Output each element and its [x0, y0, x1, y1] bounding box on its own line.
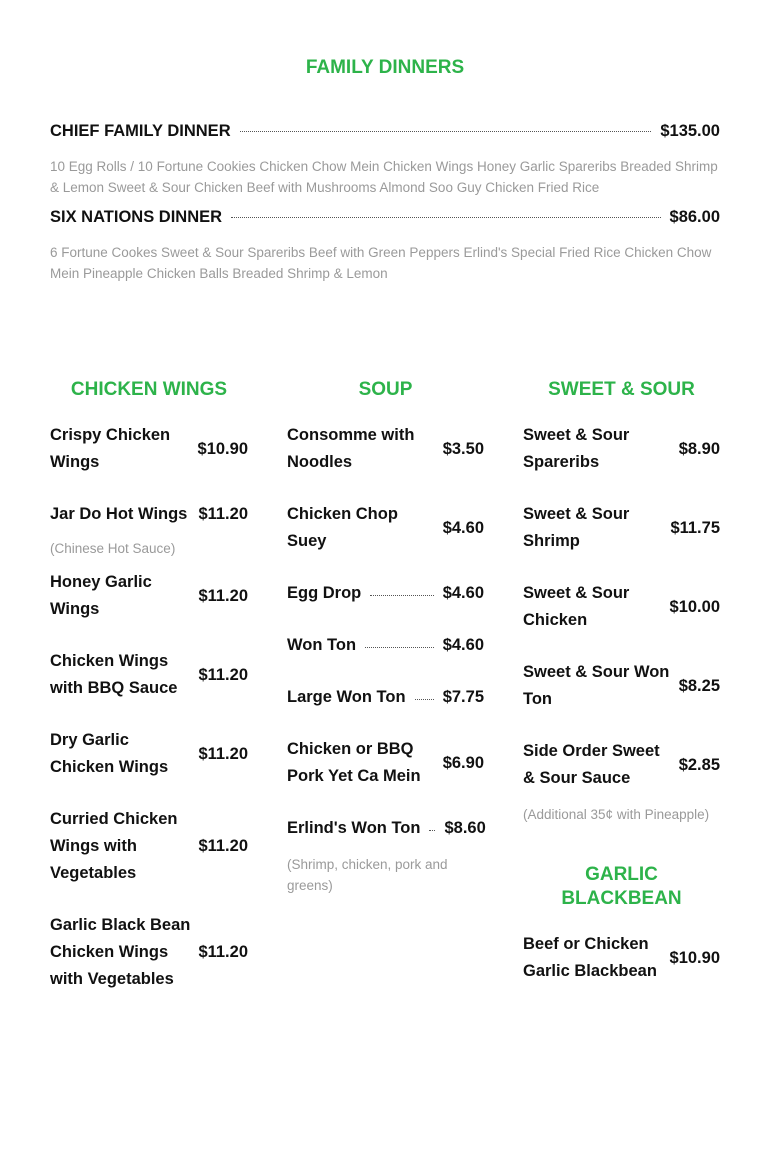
item-name: Sweet & Sour Spareribs — [523, 426, 630, 471]
family-dinners-title: FAMILY DINNERS — [305, 57, 465, 78]
dot-leader — [240, 131, 652, 132]
chicken-wings-section — [50, 378, 248, 993]
menu-item — [523, 580, 720, 634]
item-price: $4.60 — [442, 636, 484, 654]
item-price: $86.00 — [669, 208, 720, 226]
family-dinner-row — [50, 208, 720, 227]
item-price: $135.00 — [660, 122, 720, 140]
item-price: $4.60 — [442, 518, 484, 537]
menu-item — [50, 806, 248, 887]
dot-leader — [370, 595, 433, 596]
menu-item — [50, 422, 248, 476]
item-name: Egg Drop — [287, 584, 362, 602]
item-price: $11.20 — [198, 665, 248, 684]
item-name: Dry Garlic Chicken Wings — [50, 731, 169, 776]
item-name: Garlic Black Bean Chicken Wings with Vegetables — [50, 916, 191, 988]
item-note: (Chinese Hot Sauce) — [50, 541, 176, 556]
dot-leader — [231, 217, 660, 218]
dot-leader — [429, 830, 435, 831]
item-name: Curried Chicken Wings with Vegetables — [50, 810, 178, 882]
menu-item — [287, 632, 484, 659]
menu-item — [287, 422, 484, 476]
dot-leader — [415, 699, 434, 700]
item-price: $11.20 — [198, 505, 248, 523]
family-dinner-item — [50, 208, 720, 284]
item-price: $8.90 — [678, 439, 720, 458]
item-name: Side Order Sweet & Sour Sauce — [523, 742, 660, 787]
item-name: Erlind's Won Ton — [287, 819, 421, 837]
sweet-sour-title: SWEET & SOUR — [548, 379, 695, 400]
menu-item — [50, 648, 248, 702]
menu-item — [523, 931, 720, 985]
item-price: $11.20 — [198, 586, 248, 605]
item-name: Crispy Chicken Wings — [50, 426, 171, 471]
item-price: $2.85 — [678, 755, 720, 774]
item-price: $6.90 — [442, 753, 484, 772]
item-price: $10.00 — [669, 597, 720, 616]
item-description: 10 Egg Rolls / 10 Fortune Cookies Chicken Chow Mein Chicken Wings Honey Garlic Spareribs Breaded Shrimp & Lemon Sweet & Sour Chicken Beef with Mushrooms Almond Soo Guy Chicken Fried Rice — [50, 159, 718, 195]
menu-item — [287, 815, 484, 842]
menu-item — [523, 738, 720, 792]
menu-item — [287, 501, 484, 555]
item-price: $11.75 — [670, 518, 720, 537]
item-name: Chicken Chop Suey — [287, 505, 398, 550]
menu-item — [523, 659, 720, 713]
item-price: $3.50 — [442, 439, 484, 458]
menu-item — [287, 736, 484, 790]
family-dinners-section — [50, 56, 720, 284]
item-name: Sweet & Sour Shrimp — [523, 505, 630, 550]
menu-item — [287, 684, 484, 711]
item-name: Consomme with Noodles — [287, 426, 415, 471]
item-price: $8.25 — [678, 676, 720, 695]
chicken-wings-title: CHICKEN WINGS — [70, 379, 228, 400]
item-name: Sweet & Sour Chicken — [523, 584, 630, 629]
item-name: Chicken Wings with BBQ Sauce — [50, 652, 178, 697]
item-name: Won Ton — [287, 636, 357, 654]
menu-item — [287, 580, 484, 607]
item-price: $7.75 — [442, 688, 484, 706]
item-price: $11.20 — [198, 837, 248, 855]
item-note: (Additional 35¢ with Pineapple) — [523, 807, 710, 822]
garlic-blackbean-title: GARLIC BLACKBEAN — [561, 864, 682, 909]
item-price: $11.20 — [198, 943, 248, 961]
item-price: $10.90 — [197, 439, 248, 458]
item-name: SIX NATIONS DINNER — [50, 208, 223, 226]
item-name: Jar Do Hot Wings — [50, 505, 188, 523]
item-price: $10.90 — [669, 948, 720, 967]
family-dinner-item — [50, 122, 720, 198]
menu-item — [523, 501, 720, 555]
item-description: 6 Fortune Cookes Sweet & Sour Spareribs Beef with Green Peppers Erlind's Special Fried Rice Chicken Chow Mein Pineapple Chicken Balls Breaded Shrimp & Lemon — [50, 245, 712, 281]
menu-item — [50, 569, 248, 623]
item-name: Beef or Chicken Garlic Blackbean — [523, 935, 657, 980]
soup-section — [287, 378, 484, 896]
menu-item — [523, 422, 720, 476]
menu-item — [50, 501, 248, 528]
item-name: CHIEF FAMILY DINNER — [50, 122, 231, 140]
item-name: Large Won Ton — [287, 688, 406, 706]
item-price: $11.20 — [198, 744, 248, 763]
item-price: $8.60 — [444, 819, 486, 837]
sweet-sour-section — [523, 378, 720, 985]
menu-item — [50, 727, 248, 781]
item-price: $4.60 — [442, 584, 484, 602]
family-dinner-row — [50, 122, 720, 141]
item-name: Chicken or BBQ Pork Yet Ca Mein — [287, 740, 421, 785]
item-note: (Shrimp, chicken, pork and greens) — [287, 857, 448, 893]
soup-title: SOUP — [358, 379, 413, 400]
item-name: Sweet & Sour Won Ton — [523, 663, 670, 708]
item-name: Honey Garlic Wings — [50, 573, 152, 618]
menu-item — [50, 912, 248, 993]
dot-leader — [365, 647, 434, 648]
